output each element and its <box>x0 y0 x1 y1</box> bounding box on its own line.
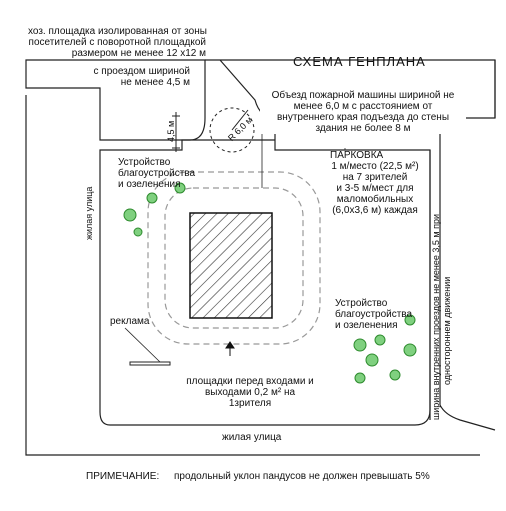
advert-board <box>130 362 170 365</box>
trees-left <box>124 183 185 236</box>
entrance-line: площадки перед входами и <box>186 376 314 387</box>
leader-advert <box>125 328 160 362</box>
service-area-label <box>28 26 206 59</box>
inner-driveways-label-1: ширина внутренних проездов не менее 3,5 м при <box>431 213 441 420</box>
landscape-line: и озеленения <box>335 320 398 331</box>
fire-access-line: Объезд пожарной машины шириной не <box>271 90 455 101</box>
parking-line: и 3-5 м/мест для <box>336 183 414 194</box>
parking-title: ПАРКОВКА <box>330 150 384 161</box>
radius-label: R 6,0 м <box>226 114 255 144</box>
parking-line: на 7 зрителей <box>342 172 408 183</box>
note-text: продольный уклон пандусов не должен превышать 5% <box>174 471 430 482</box>
building <box>190 213 272 318</box>
plan-title: СХЕМА ГЕНПЛАНА <box>293 54 426 69</box>
parking-line: маломобильных <box>336 194 414 205</box>
fire-access-line: внутреннего края подъезда до стены <box>276 112 450 123</box>
dimension-label: 4,5 м <box>166 120 176 142</box>
entrance-area-label <box>180 376 320 409</box>
service-area-line: посетителей с поворотной площадкой <box>28 37 206 48</box>
fire-access-line: менее 6,0 м с расстоянием от <box>293 101 433 112</box>
street-left-label: жилая улица <box>84 186 94 240</box>
driveway-line: с проездом шириной <box>93 66 190 77</box>
landscape-line: Устройство <box>335 298 388 309</box>
landscape-left-label <box>118 157 195 190</box>
landscape-line: Устройство <box>118 157 171 168</box>
parking-line: (6,0х3,6 м) каждая <box>332 205 418 216</box>
service-area-line: размером не менее 12 х12 м <box>71 48 206 59</box>
advertising-label: реклама <box>110 316 150 327</box>
landscape-line: благоустройства <box>118 168 196 179</box>
fire-access-line: здания не более 8 м <box>315 123 411 134</box>
landscape-right-label <box>335 298 412 331</box>
driveway-line: не менее 4,5 м <box>120 77 190 88</box>
parking-label <box>320 150 430 216</box>
parking-line: 1 м/место (22,5 м²) <box>331 161 419 172</box>
inner-driveways-label-2: одностороннем движении <box>442 276 452 385</box>
fire-access-label <box>260 90 466 134</box>
service-area-line: хоз. площадка изолированная от зоны <box>28 26 207 37</box>
landscape-line: и озеленения <box>118 179 181 190</box>
entrance-line: 1зрителя <box>228 398 272 409</box>
street-bottom-label: жилая улица <box>222 432 282 443</box>
entrance-line: выходами 0,2 м² на <box>204 387 296 398</box>
driveway-label <box>90 66 190 88</box>
note-label: ПРИМЕЧАНИЕ: <box>86 471 160 482</box>
landscape-line: благоустройства <box>335 309 413 320</box>
